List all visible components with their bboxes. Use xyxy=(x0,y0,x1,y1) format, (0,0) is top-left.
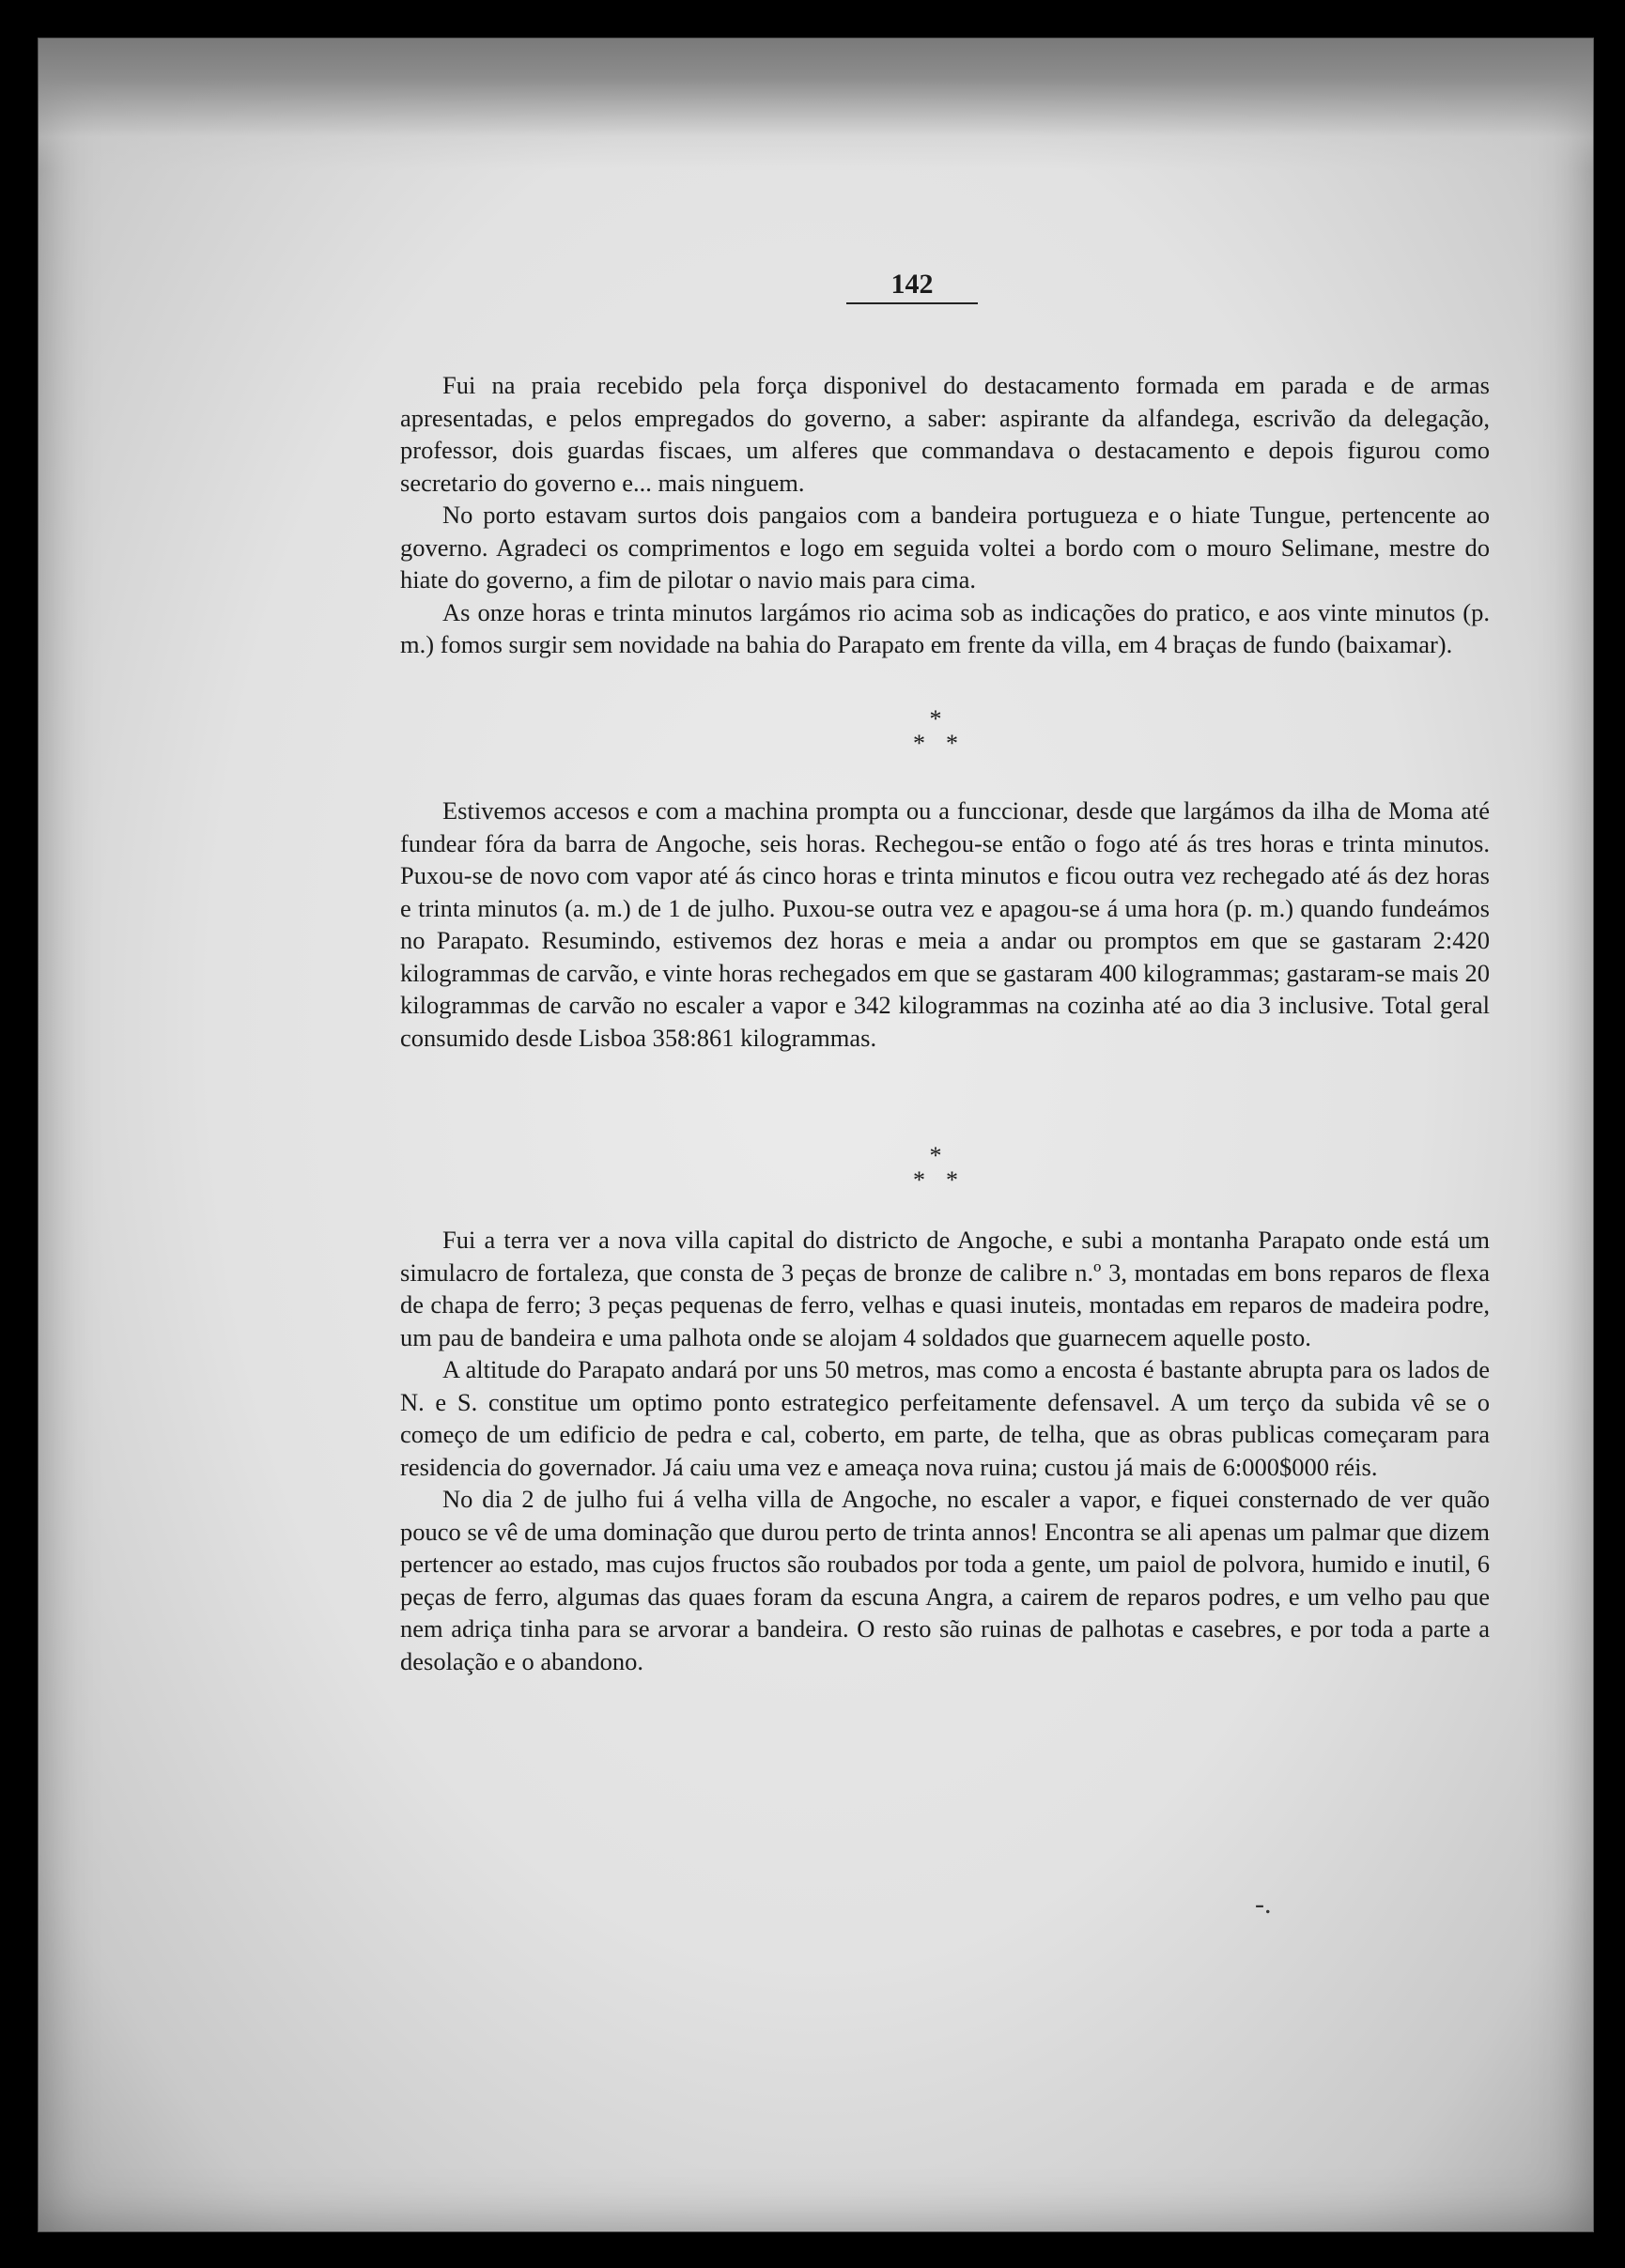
asterism-bottom: ** xyxy=(913,1166,979,1194)
paragraph: A altitude do Parapato andará por uns 50 metros, mas como a encosta é bastante abrupta para os lados de N. e S. constitue um optimo ponto estrategico perfeitamente defensavel. A um terço da subida vê se o começo de um edificio de pedra e cal, coberto, em parte, de telha, que as obras publicas começaram para residencia do governador. Já caiu uma vez e ameaça nova ruina; custou já mais de 6:000$000 réis. xyxy=(400,1355,1490,1481)
scan-shadow xyxy=(39,39,1593,170)
document-page xyxy=(38,38,1594,2232)
paragraph: No porto estavam surtos dois pangaios com a bandeira portugueza e o hiate Tungue, pertencente ao governo. Agradeci os comprimentos e logo em seguida voltei a bordo com o mouro Selimane, mestre do hiate do governo, a fim de pilotar o navio mais para cima. xyxy=(400,501,1490,594)
paragraph: Fui na praia recebido pela força disponivel do destacamento formada em parada e de armas apresentadas, e pelos empregados do governo, a saber: aspirante da alfandega, escrivão da delegação, professor, dois guardas fiscaes, um alferes que commandava o destacamento e depois figurou como secretario do governo e... mais ninguem. xyxy=(400,371,1490,497)
section-3 xyxy=(400,1224,1490,1677)
handwritten-mark: -. xyxy=(1255,1889,1272,1920)
asterism-bottom: ** xyxy=(913,730,979,757)
asterism-divider xyxy=(889,1144,983,1193)
paragraph: As onze horas e trinta minutos largámos rio acima sob as indicações do pratico, e aos vinte minutos (p. m.) fomos surgir sem novidade na bahia do Parapato em frente da villa, em 4 braças de fundo (baixamar). xyxy=(400,597,1490,658)
section-2 xyxy=(400,795,1490,1054)
paragraph: No dia 2 de julho fui á velha villa de Angoche, no escaler a vapor, e fiquei consternado de ver quão pouco se vê de uma dominação que durou perto de trinta annos! Encontra se ali apenas um palmar que dizem pertencer ao estado, mas cujos fructos são roubados por toda a gente, um paiol de polvora, humido e inutil, 6 peças de ferro, algumas das quaes foram da escuna Angra, a cairem de reparos podres, e um velho pau que nem adriça tinha para se arvorar a bandeira. O resto são ruinas de palhotas e casebres, e por toda a parte a desolação e o abandono. xyxy=(400,1485,1490,1675)
paragraph: Estivemos accesos e com a machina prompta ou a funccionar, desde que largámos da ilha de Moma até fundear fóra da barra de Angoche, seis horas. Rechegou-se então o fogo até ás tres horas e trinta minutos. Puxou-se de novo com vapor até ás cinco horas e trinta minutos e ficou outra vez rechegado até ás dez horas e trinta minutos (a. m.) de 1 de julho. Puxou-se outra vez e apagou-se á uma hora (p. m.) quando fundeámos no Parapato. Resumindo, estivemos dez horas e meia a andar ou promptos em que se gastaram 2:420 kilogrammas de carvão, e vinte horas rechegados em que se gastaram 400 kilogrammas; gastaram-se mais 20 kilogrammas de carvão no escaler a vapor e 342 kilogrammas na cozinha até ao dia 3 inclusive. Total geral consumido desde Lisboa 358:861 kilogrammas. xyxy=(400,796,1490,1052)
asterism-top: * xyxy=(929,705,942,733)
section-1 xyxy=(400,369,1490,661)
asterism-divider xyxy=(889,707,983,756)
paragraph: Fui a terra ver a nova villa capital do districto de Angoche, e subi a montanha Parapato onde está um simulacro de fortaleza, que consta de 3 peças de bronze de calibre n.º 3, montadas em bons reparos de flexa de chapa de ferro; 3 peças pequenas de ferro, velhas e quasi inuteis, montadas em reparos de madeira podre, um pau de bandeira e uma palhota onde se alojam 4 soldados que guarnecem aquelle posto. xyxy=(400,1226,1490,1351)
page-number: 142 xyxy=(846,269,978,304)
asterism-top: * xyxy=(929,1142,942,1169)
